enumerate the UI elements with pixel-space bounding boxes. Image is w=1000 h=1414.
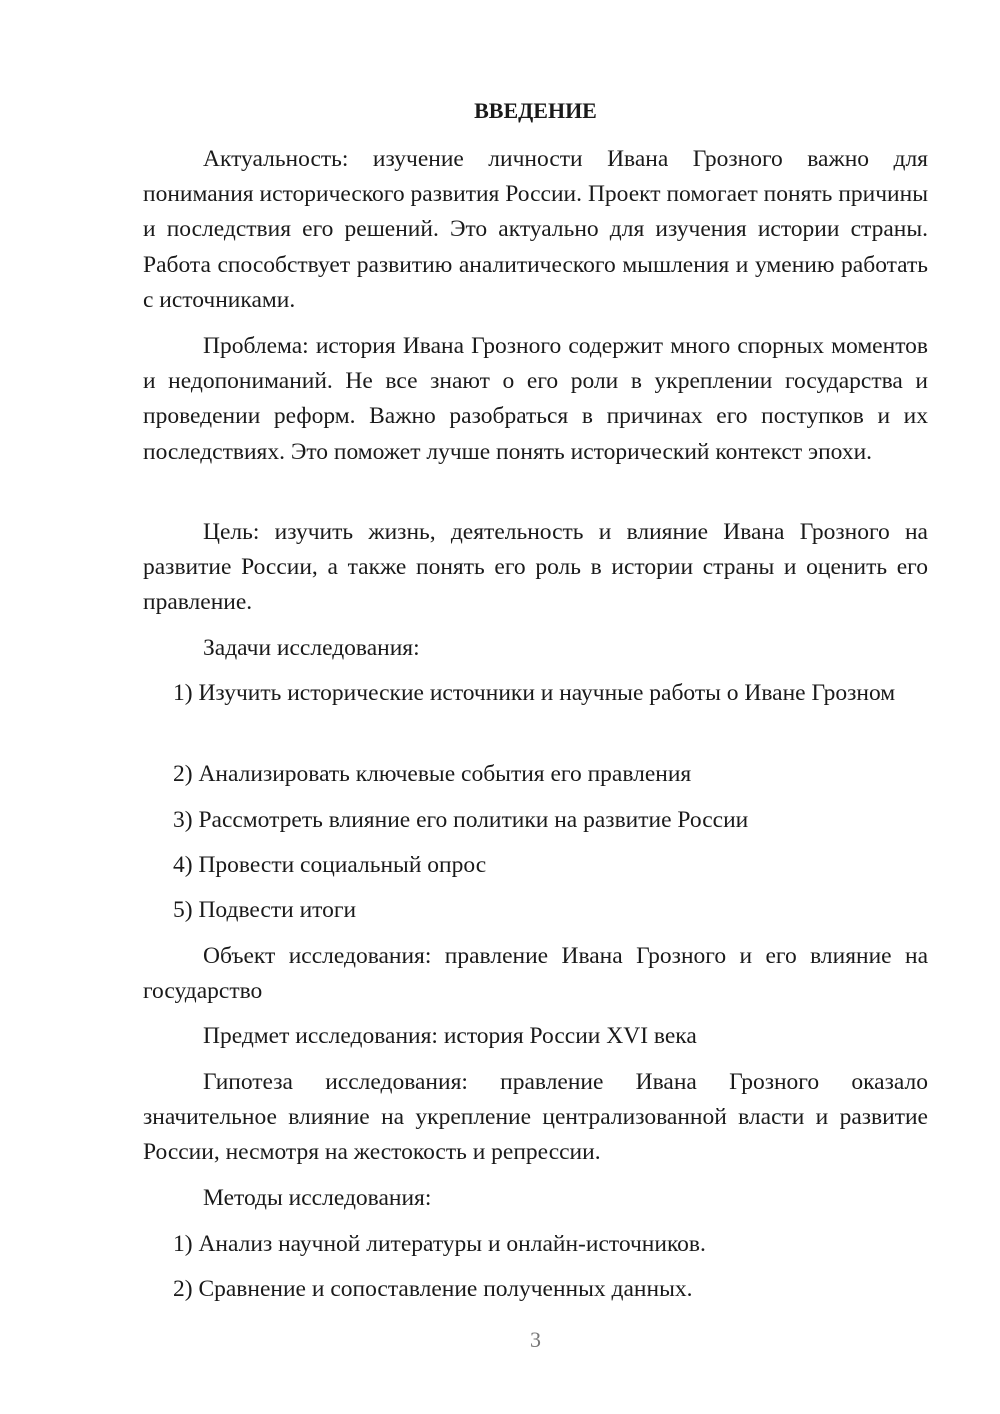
goal-paragraph: Цель: изучить жизнь, деятельность и влияние Ивана Грозного на развитие России, а также понять его роль в истории страны и оценить его правление. bbox=[143, 519, 928, 616]
hypothesis-paragraph: Гипотеза исследования: правление Ивана Грозного оказало значительное влияние на укрепление централизованной власти и развитие России, несмотря на жестокость и репрессии. bbox=[143, 1069, 928, 1166]
relevance-paragraph: Актуальность: изучение личности Ивана Грозного важно для понимания исторического развития России. Проект помогает понять причины и последствия его решений. Это актуально для изучения истории страны. Работа способствует развитию аналитического мышления и умению работать с источниками. bbox=[143, 146, 928, 313]
method-item-1: 1) Анализ научной литературы и онлайн-источников. bbox=[173, 1231, 706, 1257]
subject-paragraph: Предмет исследования: история России XVI века bbox=[203, 1023, 697, 1049]
method-item-2: 2) Сравнение и сопоставление полученных данных. bbox=[173, 1276, 693, 1302]
tasks-heading: Задачи исследования: bbox=[203, 635, 420, 661]
task-item-5: 5) Подвести итоги bbox=[173, 897, 357, 923]
section-heading: ВВЕДЕНИЕ bbox=[474, 98, 597, 123]
document-page bbox=[143, 0, 928, 1414]
object-paragraph: Объект исследования: правление Ивана Грозного и его влияние на государство bbox=[143, 943, 928, 1005]
task-item-3: 3) Рассмотреть влияние его политики на развитие России bbox=[173, 807, 749, 833]
methods-heading: Методы исследования: bbox=[203, 1185, 432, 1211]
page-number: 3 bbox=[530, 1327, 541, 1352]
problem-paragraph: Проблема: история Ивана Грозного содержит много спорных моментов и недопониманий. Не все знают о его роли в укреплении государства и проведении реформ. Важно разобраться в причинах его поступков и их последствиях. Это поможет лучше понять исторический контекст эпохи. bbox=[143, 333, 928, 465]
task-item-2: 2) Анализировать ключевые события его правления bbox=[173, 761, 692, 787]
task-item-4: 4) Провести социальный опрос bbox=[173, 852, 487, 878]
task-item-1: 1) Изучить исторические источники и научные работы о Иване Грозном bbox=[173, 680, 896, 706]
